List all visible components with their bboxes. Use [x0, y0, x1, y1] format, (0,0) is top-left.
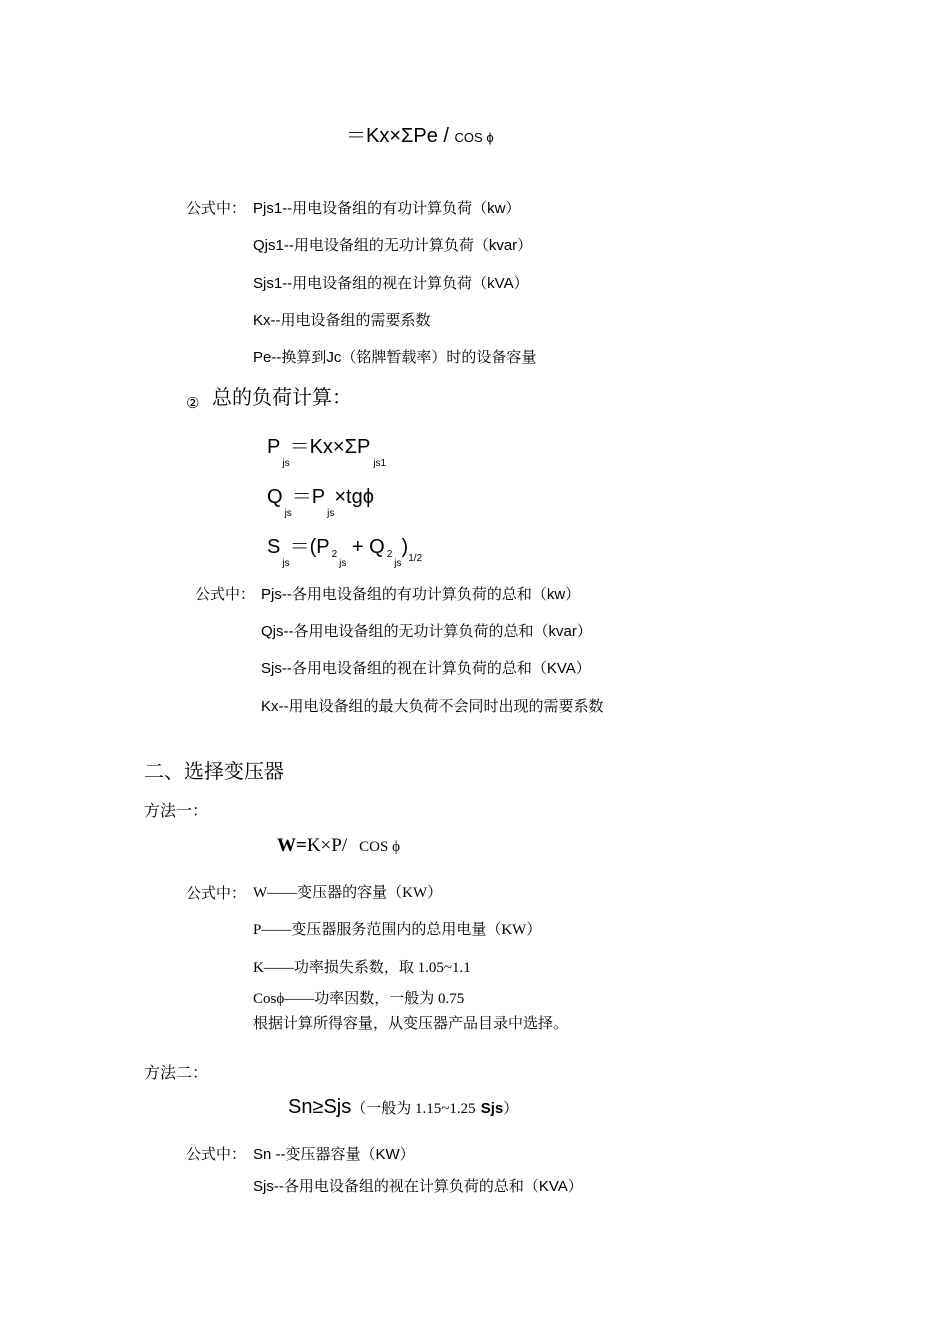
- pjs-sub: js: [282, 458, 290, 469]
- method1-item: Cosϕ——功率因数，一般为 0.75: [253, 991, 465, 1007]
- defs1-item: Kx--用电设备组的需要系数: [253, 312, 431, 329]
- formula-top: [346, 126, 494, 146]
- sjs-eq: ＝(P: [289, 536, 330, 558]
- defs1-item: Qjs1--用电设备组的无功计算负荷（kvar）: [253, 237, 533, 254]
- section-heading: 二、选择变压器: [144, 759, 284, 783]
- method1-item: 根据计算所得容量，从变压器产品目录中选择。: [253, 1016, 569, 1032]
- qjs-eq: ＝P: [291, 486, 326, 508]
- sjs-close: ): [401, 536, 409, 558]
- qjs-sub: js: [284, 508, 292, 519]
- sjs-sup2: 2: [386, 549, 393, 560]
- formula-w: W=: [277, 835, 307, 856]
- sjs-symbol: S: [267, 536, 281, 558]
- defs1-item: Pe--换算到Jc（铭牌暂载率）时的设备容量: [253, 349, 537, 366]
- method1-item: W——变压器的容量（KW）: [253, 885, 443, 901]
- defs2-item: Sjs--各用电设备组的视在计算负荷的总和（KVA）: [261, 660, 591, 677]
- equation-qjs: [267, 486, 374, 519]
- defs2-item: Kx--用电设备组的最大负荷不会同时出现的需要系数: [261, 698, 604, 715]
- pjs-mid: ＝Kx×ΣP: [289, 436, 371, 458]
- formula-bold: Sjs: [480, 1100, 504, 1117]
- method1-formula: [277, 836, 400, 855]
- method2-formula: [288, 1097, 518, 1117]
- method2-item: Sn --变压器容量（KW）: [253, 1146, 415, 1163]
- formula-close: ）: [503, 1101, 519, 1117]
- formula-rest: K×P/: [306, 835, 348, 856]
- sjs-sub3: js: [394, 558, 402, 569]
- sjs-exp: 1/2: [408, 553, 423, 564]
- qjs-rest: ×tgϕ: [334, 486, 374, 508]
- sjs-sub: js: [282, 558, 290, 569]
- sjs-sup1: 2: [331, 549, 338, 560]
- equation-sjs: [267, 536, 423, 569]
- sjs-sub2: js: [339, 558, 347, 569]
- section-total-title: 总的负荷计算：: [212, 385, 352, 409]
- formula-top-lhs: ＝Kx×ΣPe /: [346, 125, 449, 147]
- formula-top-tail: COS ϕ: [454, 130, 494, 145]
- defs1-prefix: 公式中：: [186, 199, 247, 217]
- defs2-item: Pjs--各用电设备组的有功计算负荷的总和（kw）: [261, 586, 581, 603]
- method2-item: Sjs--各用电设备组的视在计算负荷的总和（KVA）: [253, 1178, 583, 1195]
- method2-prefix: 公式中：: [186, 1145, 247, 1163]
- method1-item: K——功率损失系数，取 1.05~1.1: [253, 960, 471, 976]
- method1-label: 方法一：: [144, 801, 209, 820]
- pjs-sub2: js1: [373, 458, 387, 469]
- qjs-symbol: Q: [267, 486, 283, 508]
- method1-item: P——变压器服务范围内的总用电量（KW）: [253, 922, 542, 938]
- defs2-prefix: 公式中：: [195, 585, 256, 603]
- method1-prefix: 公式中：: [186, 884, 247, 902]
- pjs-symbol: P: [267, 436, 281, 458]
- sjs-plus: + Q: [351, 536, 385, 558]
- circled-number-marker: ②: [186, 394, 200, 412]
- equation-pjs: [267, 436, 387, 469]
- defs1-item: Sjs1--用电设备组的视在计算负荷（kVA）: [253, 275, 529, 292]
- formula-main: Sn≥Sjs: [288, 1096, 352, 1118]
- formula-note: （一般为 1.15~1.25: [351, 1101, 476, 1117]
- method2-label: 方法二：: [144, 1063, 209, 1082]
- formula-tail: COS ϕ: [359, 839, 400, 855]
- qjs-sub2: js: [327, 508, 335, 519]
- defs2-item: Qjs--各用电设备组的无功计算负荷的总和（kvar）: [261, 623, 592, 640]
- defs1-item: Pjs1--用电设备组的有功计算负荷（kw）: [253, 200, 521, 217]
